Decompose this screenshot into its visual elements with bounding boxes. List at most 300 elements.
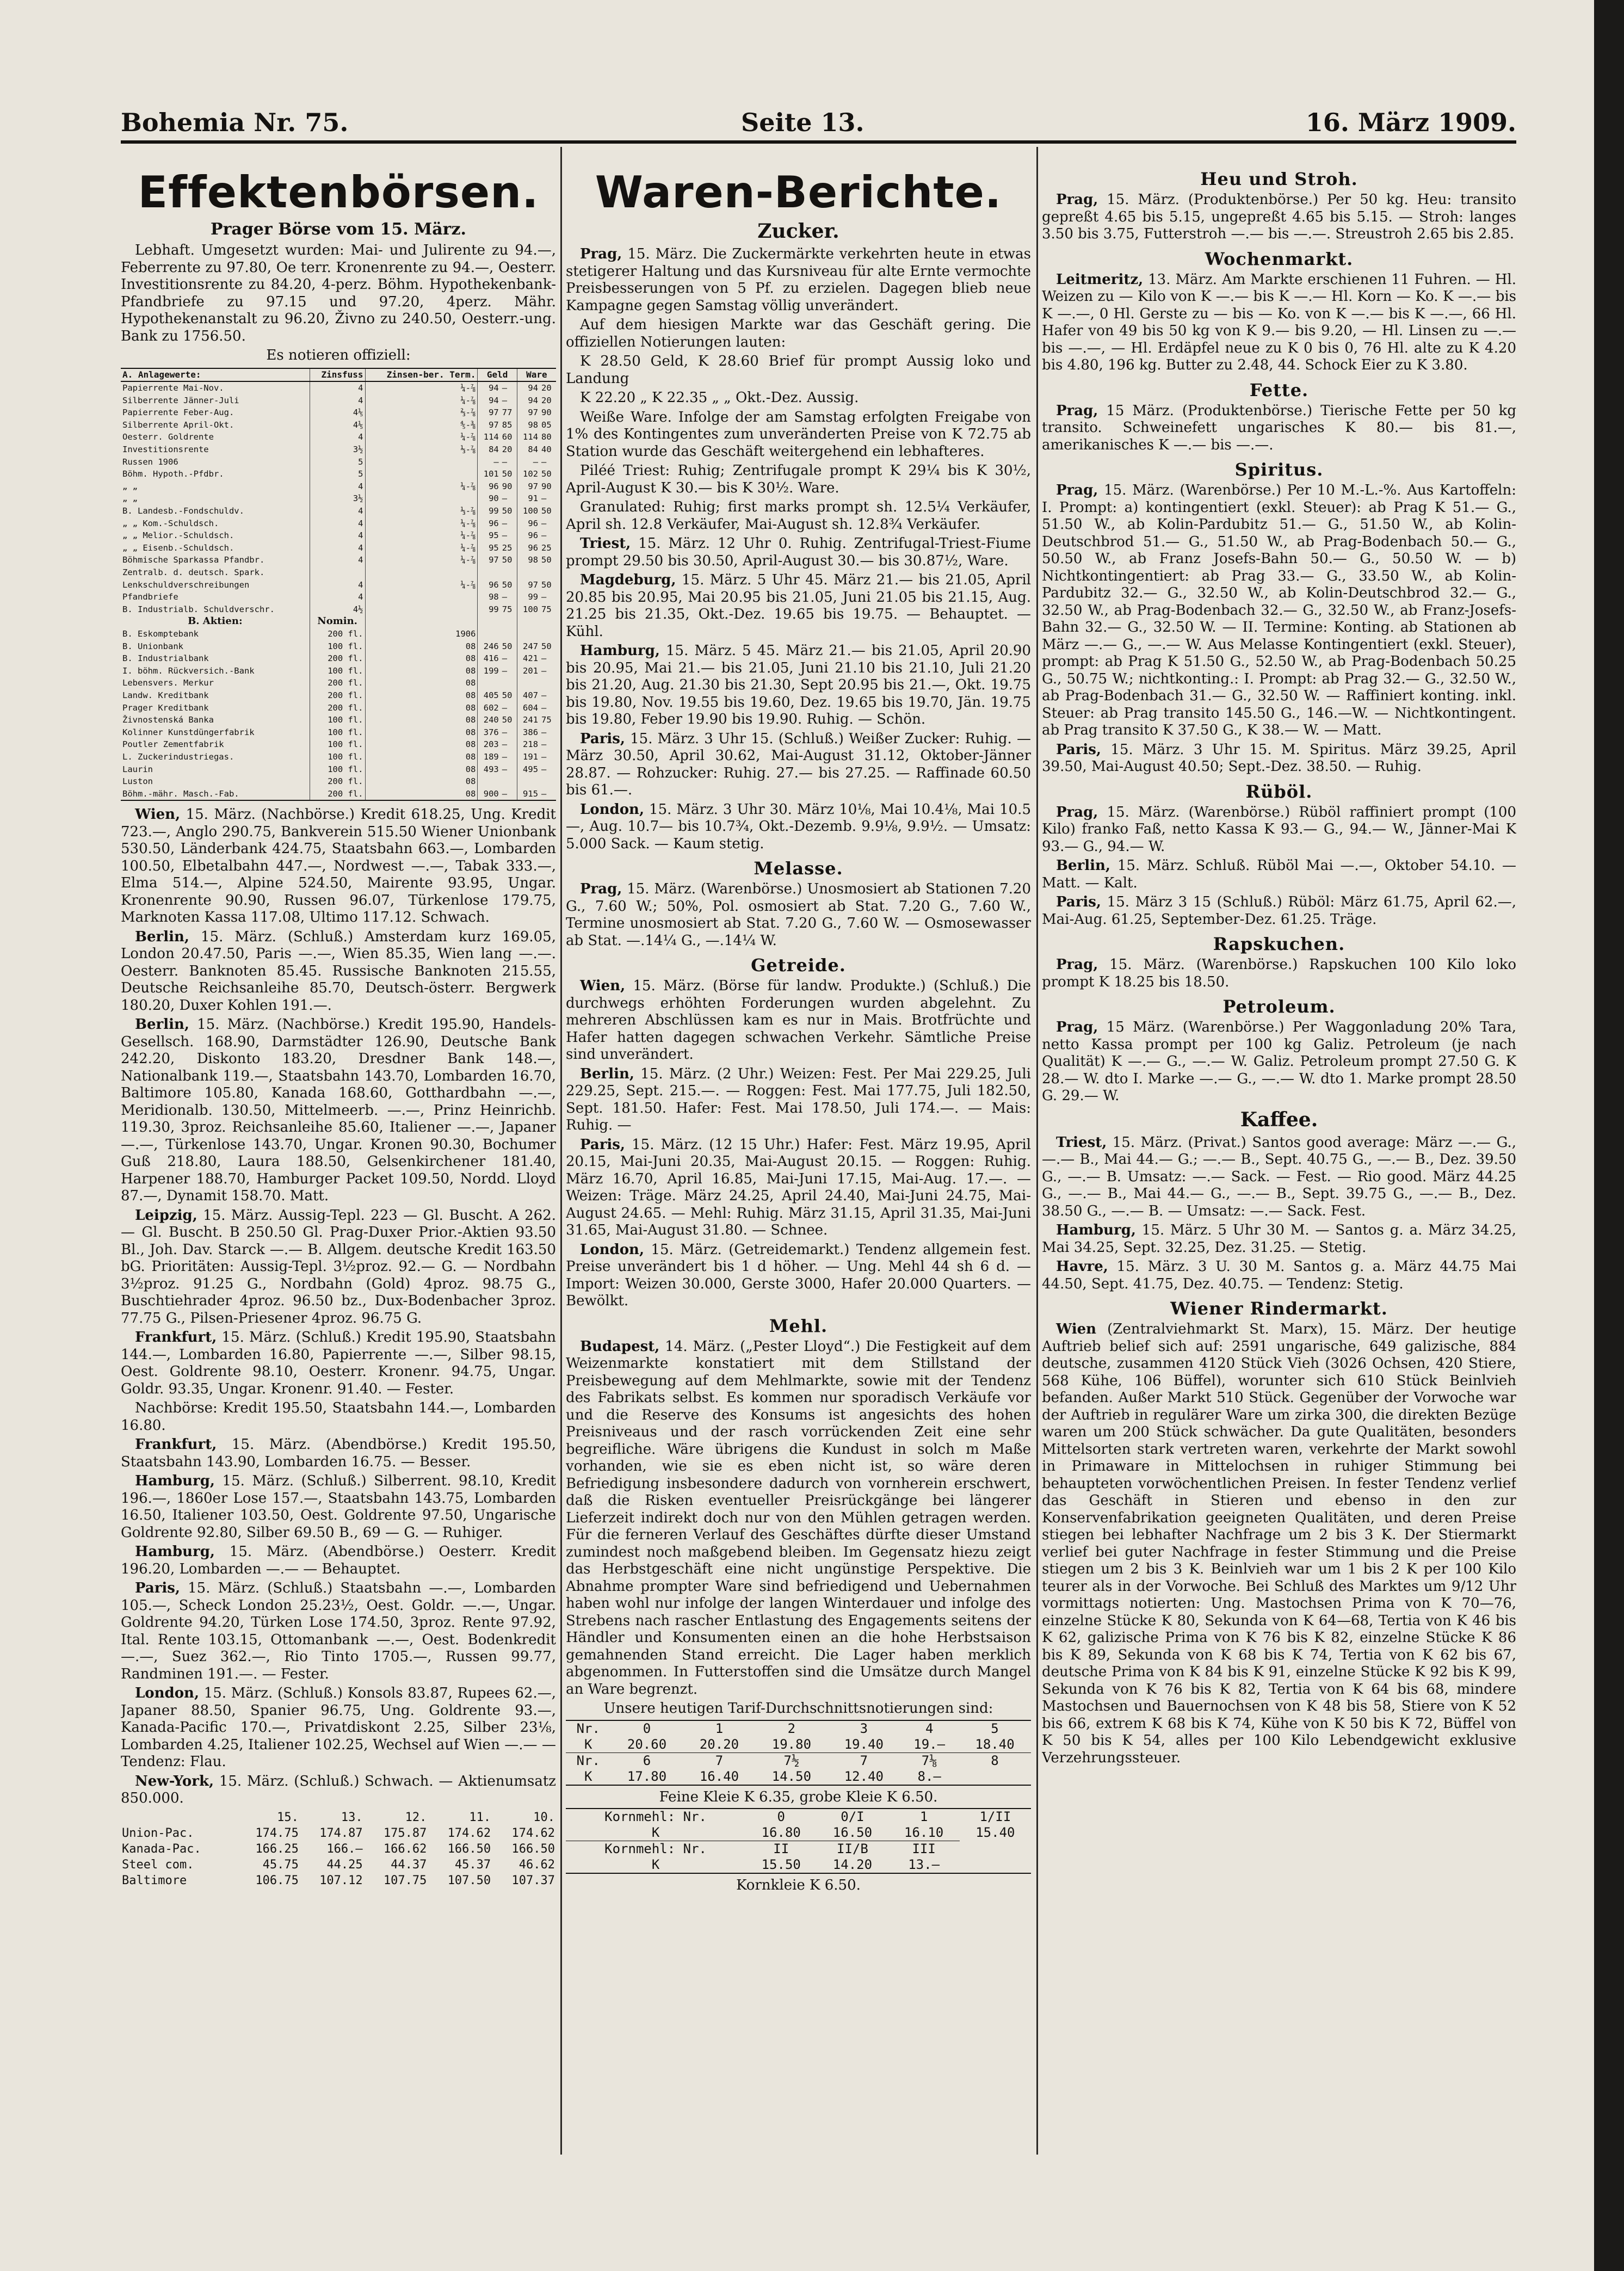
report-text: 15. März. (Börse für landw. Produkte.) (Schluß.) Die durchwegs erhöhten Forderungen wurden abgelehnt. Zu mehreren Abschlüssen kam es nur in Mais. Brotfrüchte und Hafer hatten dagegen schwachen Verkehr. Sämtliche Preise sind unverändert. [566, 978, 1031, 1063]
stock-cell [517, 775, 540, 788]
tariff-row [566, 1720, 1031, 1737]
stock-row [121, 603, 556, 616]
stock-cell: Prager Kreditbank [122, 702, 209, 713]
col-head-termin: Zinsen-ber. Term. [365, 368, 478, 382]
page-header [121, 108, 1516, 138]
kornmehl-cell: II [745, 1841, 817, 1857]
stock-cell [478, 566, 501, 579]
stock-cell: 84 [478, 443, 501, 456]
report-place: Paris, [1056, 894, 1101, 910]
stock-cell: 85 [502, 419, 512, 430]
page-number: Seite 13. [741, 108, 865, 137]
market-report [566, 1242, 1031, 1310]
stock-cell: 08 [365, 751, 478, 763]
stock-cell: 08 [365, 677, 478, 689]
stock-cell [365, 591, 478, 603]
stock-row [121, 517, 556, 530]
stock-cell: 50 [541, 555, 552, 565]
stock-cell: 602 [478, 702, 501, 714]
stock-cell: Poutler Zementfabrik [122, 739, 224, 750]
ny-cell: 46.62 [518, 1857, 555, 1872]
report-text: 15. März. 3 Uhr 30. März 10⅛, Mai 10.4⅛, Mai 10.5—, Aug. 10.7— bis 10.7¾, Okt.-Dezemb. 9.9⅛, 9.9½. — Umsatz: 5.000 Sack. — Kaum stetig. [566, 801, 1031, 852]
stock-cell: 96 [478, 480, 501, 493]
stock-cell: ¼-⅞ [365, 517, 478, 530]
stock-cell: — [502, 739, 508, 750]
stock-cell: 200 fl. [310, 788, 365, 801]
stock-cell: — [502, 653, 508, 664]
stock-cell: Zentralb. d. deutsch. Spark. [122, 567, 265, 577]
report-text: K 22.20 „ K 22.35 „ „ Okt.-Dez. Aussig. [580, 390, 859, 406]
stock-cell: ¼-⅞ [365, 542, 478, 554]
ny-cell: 44.37 [391, 1857, 427, 1872]
stock-cell: 4 [310, 505, 365, 517]
report-place: Paris, [580, 730, 625, 747]
report-place: Berlin, [1056, 857, 1110, 874]
stock-cell: 08 [365, 788, 478, 801]
stock-cell: ¼-⅞ [365, 431, 478, 443]
kaffee-reports [1042, 1134, 1516, 1293]
stock-cell: B. Unionbank [122, 641, 183, 651]
col-head-zins: Zinsfuss [310, 368, 365, 382]
market-report [121, 1773, 556, 1807]
tariff-intro: Unsere heutigen Tarif-Durchschnittsnotierungen sind: [603, 1700, 993, 1717]
stock-cell [540, 628, 556, 640]
kornmehl-cell: 1/II [979, 1809, 1011, 1824]
column-divider [560, 147, 562, 2155]
stock-cell: 102 [517, 468, 540, 480]
stock-cell: B. Eskomptebank [122, 628, 199, 639]
tariff-cell: 7 [683, 1752, 756, 1769]
stock-cell: ⅓-⅞ [365, 505, 478, 517]
stock-cell: 94 [478, 381, 501, 394]
stock-cell: Oesterr. Goldrente [122, 432, 214, 442]
stock-cell: 05 [541, 419, 552, 430]
stock-row [121, 689, 556, 702]
stock-cell: 4 [310, 517, 365, 530]
stock-row [121, 628, 556, 640]
stock-cell [365, 456, 478, 468]
stock-cell: 94 [517, 394, 540, 407]
stock-cell: 20 [541, 383, 552, 393]
stock-cell: 247 [517, 640, 540, 653]
stock-cell: 80 [541, 432, 552, 442]
report-text: 15. März. 5 Uhr 45. März 21.— bis 21.05, April 20.85 bis 20.95, Mai 20.95 bis 21.05, Juni 21.05 bis 21.15, Aug. 21.25 bis 21.35, Okt.-Dez. 19.65 bis 19.75. — Behauptet. — Kühl. [566, 572, 1031, 640]
stock-cell: Landw. Kreditbank [122, 690, 209, 700]
ny-cell: 12. [405, 1810, 427, 1824]
report-place: Paris, [135, 1580, 180, 1597]
stock-row [121, 665, 556, 677]
stock-cell: Lenkschuldverschreibungen [122, 579, 250, 590]
kornmehl-cell: K [651, 1857, 660, 1872]
stock-row [121, 751, 556, 763]
tariff-row [566, 1752, 1031, 1769]
stock-cell: — [502, 530, 508, 541]
report-place: Hamburg, [1056, 1222, 1136, 1238]
market-report [121, 1400, 556, 1434]
zucker-title: Zucker. [757, 220, 839, 243]
boersen-reports [121, 806, 556, 1807]
stock-cell: 246 [478, 640, 501, 653]
market-report [121, 1436, 556, 1471]
stock-cell: 114 [478, 431, 501, 443]
stock-cell: 915 [517, 788, 540, 801]
stock-cell: Kolinner Kunstdüngerfabrik [122, 727, 255, 737]
stock-cell: 95 [478, 542, 501, 554]
stock-cell: 50 [502, 690, 512, 700]
stock-cell [540, 677, 556, 689]
tariff-cell: K [584, 1736, 592, 1752]
stock-cell: „ „ [122, 481, 138, 491]
stock-cell: 199 [478, 665, 501, 677]
stock-cell: — [517, 456, 540, 468]
stock-cell: 3½ [310, 492, 365, 505]
stock-cell: 08 [365, 738, 478, 751]
report-place: Frankfurt, [135, 1436, 217, 1453]
aktien-rows [121, 628, 556, 800]
stock-cell: „ „ Eisenb.-Schuldsch. [122, 542, 234, 553]
stock-row [121, 480, 556, 493]
stock-cell: 90 [478, 492, 501, 505]
ny-row [121, 1810, 556, 1825]
report-place: Hamburg, [580, 643, 660, 659]
tariff-cell: 20.60 [627, 1736, 667, 1752]
stock-cell: „ „ Melior.-Schuldsch. [122, 530, 234, 541]
stock-row [121, 702, 556, 714]
stock-cell: — [541, 751, 547, 762]
stock-cell: 200 fl. [310, 702, 365, 714]
stock-cell: 4⅕ [310, 406, 365, 419]
stock-row [121, 677, 556, 689]
stock-cell: 96 [478, 517, 501, 530]
stock-cell: 200 fl. [310, 628, 365, 640]
stock-cell: — [502, 518, 508, 528]
kornmehl-cell: 1 [919, 1809, 928, 1824]
stock-cell: — [502, 665, 508, 676]
ny-cell: 166.50 [447, 1842, 491, 1856]
kornmehl-cell: 15.50 [761, 1857, 801, 1872]
report-place: Frankfurt, [135, 1329, 217, 1346]
stock-cell: Silberrente Jänner-Juli [122, 395, 239, 405]
stock-cell: 08 [365, 640, 478, 653]
stock-cell: Papierrente Feber-Aug. [122, 408, 234, 418]
stock-cell: 100 fl. [310, 738, 365, 751]
ny-row [121, 1841, 556, 1857]
ny-cell: Steel com. [122, 1857, 194, 1872]
report-place: Berlin, [135, 1016, 189, 1033]
stock-row [121, 579, 556, 591]
stock-row [121, 381, 556, 394]
stock-cell: 4 [310, 480, 365, 493]
stock-cell: 08 [365, 726, 478, 739]
column-divider [1036, 147, 1038, 2155]
market-report [566, 462, 1031, 497]
market-report [1042, 1258, 1516, 1293]
stock-row [121, 529, 556, 542]
stock-cell: ¼-⅞ [365, 394, 478, 407]
stock-cell [501, 566, 517, 579]
report-place: London, [580, 1241, 645, 1258]
report-text: 15. März. 5 45. März 21.— bis 21.05, April 20.90 bis 20.95, Mai 21.— bis 21.05, Juni 21.10 bis 21.10, Juli 21.20 bis 21.20, Aug. 21.30 bis 21.30, Sept 20.95 bis 21.—, Okt. 19.75 bis 19.80, Nov. 19.55 bis 19.60, Dez. 19.65 bis 19.70, Jän. 19.75 bis 19.80, Feber 19.90 bis 19.90. Ruhig. — Schön. [566, 643, 1031, 727]
stock-row [121, 505, 556, 517]
stock-cell: 1906 [365, 628, 478, 640]
stock-cell: 4⅕ [310, 419, 365, 431]
anlage-rows [121, 381, 556, 615]
stock-cell: 97 [517, 406, 540, 419]
stock-cell: B. Industrialbank [122, 653, 209, 664]
stock-row [121, 468, 556, 480]
stock-cell: ⅘-⅜ [365, 419, 478, 431]
market-report [566, 499, 1031, 533]
stock-cell: „ „ Kom.-Schuldsch. [122, 518, 219, 528]
stock-cell: Investitionsrente [122, 445, 209, 455]
stock-cell: 97 [478, 554, 501, 566]
stock-cell: ¼-⅞ [365, 381, 478, 394]
stock-cell: 4 [310, 579, 365, 591]
market-report [566, 535, 1031, 570]
market-report [121, 1329, 556, 1398]
stock-cell: 50 [502, 579, 512, 590]
report-text: 15. März. (Abendbörse.) Kredit 195.50, Staatsbahn 143.90, Lombarden 16.75. — Besser. [121, 1436, 556, 1470]
aktien-title: B. Aktien: [188, 615, 243, 627]
stock-cell [517, 566, 540, 579]
market-report [566, 246, 1031, 314]
stock-cell: — [478, 456, 501, 468]
stock-cell [540, 566, 556, 579]
kornmehl-cell: 16.50 [832, 1825, 873, 1840]
stock-cell: 50 [541, 506, 552, 516]
stock-cell: — [541, 592, 547, 602]
tariff-cell: K [584, 1768, 592, 1784]
stock-cell: Böhmische Sparkassa Pfandbr. [122, 555, 265, 565]
stock-cell: 3½ [310, 443, 365, 456]
kornmehl-cell: 0/I [841, 1809, 865, 1824]
stock-cell: — [541, 456, 547, 467]
stock-cell: ¼-⅞ [365, 554, 478, 566]
stock-row [121, 738, 556, 751]
report-text: 15. März 3 15 (Schluß.) Rüböl: März 61.75, April 62.—, Mai-Aug. 61.25, September-Dez. 61.25. Träge. [1042, 894, 1516, 928]
stock-cell: 100 fl. [310, 665, 365, 677]
report-text: 15. März. (Schluß.) Silberrent. 98.10, Kredit 196.—, 1860er Lose 157.—, Staatsbahn 143.75, Lombarden 16.50, Italiener 103.50, Oest. Goldrente 97.50, Ungarische Goldrente 92.80, Silber 69.50 B., 69 — G. — Ruhiger. [121, 1473, 556, 1541]
tariff-cell: 17.80 [627, 1768, 667, 1784]
ny-cell: 174.75 [255, 1826, 299, 1840]
ny-cell: Kanada-Pac. [122, 1842, 201, 1856]
stock-cell: 20 [502, 445, 512, 455]
tariff-cell: 19.40 [844, 1736, 884, 1752]
kleie-line: Feine Kleie K 6.35, grobe Kleie K 6.50. [659, 1788, 938, 1805]
stock-cell: 08 [365, 652, 478, 665]
market-report [121, 1544, 556, 1578]
col-head-name: A. Anlagewerte: [121, 368, 310, 382]
market-report [121, 1473, 556, 1541]
stock-cell: 91 [517, 492, 540, 505]
mehl-report: Budapest, 14. März. („Pester Lloyd“.) Die Festigkeit auf dem Weizenmarkte konstatiert mit dem Stillstand der Preisbewegung auf dem Mehlmarkte, sowie mit der Tendenz des Fabrikats selbst. Es kommen nur sporadisch Verkäufe vor und die Reserve des Konsums ist angesichts des hohen Preisniveaus und der rasch vorrückenden Zeit eine sehr begreifliche. Wäre übrigens die Kundust in solch m Maße vorhanden, wie sie es eben nicht ist, so wäre deren Befriedigung insbesondere dadurch von vornherein erschwert, daß die Risken eventueller Preisrückgänge bei längerer Lieferzeit indirekt doch nur von den Mühlen getragen werden. Für die ferneren Verlauf des Geschäftes dürfte dieser Umstand zumindest noch maßgebend bleiben. Im Gegensatz hiezu zeigt das Herbstgeschäft eine nicht ungünstige Perspektive. Die Abnahme prompter Ware sind befriedigend und Uebernahmen haben wohl nur infolge der langen Winterdauer und infolge des Strebens nach rascher Entlastung des Engagements seitens der Händler und Konsumenten einen an die hohe Herbstsaison gemahnenden Stand erreicht. Die Lager haben merklich abgenommen. In Futterstoffen sind die Umsätze durch Mangel an Ware begrenzt. [566, 1338, 1031, 1698]
stock-cell: 189 [478, 751, 501, 763]
stock-cell: 101 [478, 468, 501, 480]
stock-cell: 405 [478, 689, 501, 702]
kornkleie-line: Kornkleie K 6.50. [736, 1877, 861, 1893]
stock-cell: Böhm.-mähr. Masch.-Fab. [122, 788, 239, 799]
stock-cell: 20 [541, 395, 552, 405]
ny-cell: 106.75 [255, 1873, 299, 1887]
petroleum-title: Petroleum. [1222, 996, 1336, 1017]
col-head-geld: Geld [478, 368, 517, 382]
report-place: Triest, [1056, 1134, 1107, 1151]
stock-cell [478, 628, 501, 640]
market-report [1042, 1134, 1516, 1220]
tariff-cell: 1 [715, 1720, 724, 1736]
stock-cell: — [541, 530, 547, 541]
kornmehl-cell: Kornmehl: Nr. [566, 1841, 745, 1857]
stock-cell: Luston [122, 776, 153, 787]
market-report [566, 317, 1031, 351]
stock-cell: 50 [502, 715, 512, 725]
stock-cell: — [502, 764, 508, 774]
rindermarkt-report: Wien (Zentralviehmarkt St. Marx), 15. März. Der heutige Auftrieb belief sich auf: 2591 ungarische, 649 galizische, 884 deutsche, zusammen 4120 Stück Vieh (3026 Ochsen, 420 Stiere, 568 Kühe, 106 Büffel), worunter sich 610 Stück Beinlvieh befanden. Außer Markt 510 Stück. Gegenüber der Vorwoche war der Auftrieb in regulärer Ware um zirka 300, die direkten Bezüge waren um 200 Stück schwächer. Da gute Qualitäten, besonders Mittelsorten stark vertreten waren, verkehrte der Markt sowohl in Primaware in Mittelochsen in ruhiger Stimmung bei behaupteten vorwöchentlichen Preisen. In fester Tendenz verlief das Geschäft in Stieren und ebenso in den zur Konservenfabrikation geeigneten Qualitäten, und deren Preise stiegen bei lebhafter Nachfrage um 2 bis 3 K. Der Stiermarkt verlief bei guter Nachfrage in fester Stimmung und die Preise stiegen um 2 bis 3 K. Beinlvieh war um 1 bis 2 K per 100 Kilo teurer als in der Vorwoche. Bei Schluß des Marktes um 9/12 Uhr vormittags notierten: Ung. Mastochsen Prima von K 70—76, einzelne Stücke K 80, Sekunda von K 64—68, Tertia von K 46 bis K 62, galizische Prima von K 76 bis K 82, einzelne Stücke K 86 bis K 89, Sekunda von K 68 bis K 74, Tertia von K 62 bis 67, deutsche Prima von K 84 bis K 91, einzelne Stücke K 92 bis K 99, Sekunda von K 76 bis K 82, Tertia von K 64 bis 68, mindere Mastochsen und Bauernochsen von K 48 bis 58, Stiere von K 52 bis 66, extrem K 68 bis K 74, Kühe von K 50 bis K 72, Büffel von K 50 bis K 54, alles per 100 Kilo Lebendgewicht exklusive Verzehrungssteuer. [1042, 1321, 1516, 1766]
ny-cell [121, 1810, 236, 1825]
stock-cell: ¼-⅞ [365, 579, 478, 591]
stock-cell: — [502, 751, 508, 762]
stock-cell: Pfandbriefe [122, 592, 178, 602]
stock-cell [365, 566, 478, 579]
stock-row [121, 726, 556, 739]
stock-cell: 100 [517, 505, 540, 517]
tariff-cell: 5 [991, 1720, 999, 1736]
stock-cell: 25 [541, 542, 552, 553]
report-place: Prag, [1056, 804, 1098, 820]
stock-cell: 08 [365, 665, 478, 677]
stock-cell [365, 468, 478, 480]
stock-row [121, 456, 556, 468]
stock-cell: 97 [478, 419, 501, 431]
stock-cell: 200 fl. [310, 775, 365, 788]
tariff-cell: 16.40 [699, 1768, 739, 1784]
report-place: Magdeburg, [580, 572, 676, 588]
stock-cell [501, 628, 517, 640]
report-text: Nachbörse: Kredit 195.50, Staatsbahn 144.—, Lombarden 16.80. [121, 1400, 556, 1434]
stock-cell: 200 fl. [310, 689, 365, 702]
stock-cell: 77 [502, 408, 512, 418]
kornmehl-cell: 16.80 [761, 1825, 801, 1840]
report-text: 15. März. Die Zuckermärkte verkehrten heute in etwas stetigerer Haltung und das Kursniveau für alte Ernte vermochte Preisbesserungen von 5 Pf. zu erzielen. Dagegen blieb neue Kampagne gegen Samstag völlig unverändert. [566, 246, 1031, 314]
stock-cell: 40 [541, 445, 552, 455]
report-place: Hamburg, [135, 1544, 215, 1560]
stock-cell: — [541, 727, 547, 737]
market-report [1042, 894, 1516, 928]
tariff-cell: Nr. [576, 1720, 600, 1736]
market-report [566, 643, 1031, 729]
stock-row [121, 406, 556, 419]
kornmehl-cell: 0 [777, 1809, 785, 1824]
col-head-ware: Ware [517, 368, 556, 382]
report-text: 15. März. (2 Uhr.) Weizen: Fest. Per Mai 229.25, Juli 229.25, Sept. 215.—. — Roggen: Fest. Mai 177.75, Juli 182.50, Sept. 181.50. Hafer: Fest. Mai 178.50, Juli 174.—. — Mais: Ruhig. — [566, 1065, 1031, 1133]
stock-cell: 90 [502, 481, 512, 491]
market-report [121, 1685, 556, 1771]
ny-cell: 166.— [326, 1842, 363, 1856]
issue-number: Bohemia Nr. 75. [121, 108, 349, 137]
stock-cell: 98 [478, 591, 501, 603]
stock-row [121, 443, 556, 456]
prager-boerse-title: Prager Börse vom 15. März. [211, 220, 466, 239]
stock-cell: Böhm. Hypoth.-Pfdbr. [122, 469, 224, 479]
ny-cell: 107.50 [447, 1873, 491, 1887]
stock-row [121, 640, 556, 653]
market-report [121, 929, 556, 1015]
stock-cell: — [541, 702, 547, 713]
stock-cell: 90 [541, 481, 552, 491]
stock-row [121, 652, 556, 665]
report-text: Weiße Ware. Infolge der am Samstag erfolgten Freigabe von 1% des Kontingentes zum unveränderten Preise von K 72.75 ab Station wurde das Geschäft weitergehend ein lebhafteres. [566, 409, 1031, 460]
stock-cell: Živnostenská Banka [122, 715, 214, 725]
stock-row [121, 788, 556, 801]
ny-cell: 107.37 [511, 1873, 555, 1887]
report-text: 15. März. 12 Uhr 0. Ruhig. Zentrifugal-Triest-Fiume prompt 29.50 bis 30.50, April-August 30.— bis 30.87½, Ware. [566, 535, 1031, 569]
market-report [121, 1207, 556, 1328]
stock-cell: 114 [517, 431, 540, 443]
ny-cell: 166.25 [255, 1842, 299, 1856]
kornmehl-cell: 15.40 [975, 1825, 1015, 1841]
stock-cell: 191 [517, 751, 540, 763]
stock-cell: 4½ [310, 603, 365, 616]
tariff-cell: 7 [828, 1752, 900, 1769]
report-place: Leipzig, [135, 1207, 197, 1224]
report-place: New-York, [135, 1773, 214, 1789]
stock-cell: 100 fl. [310, 714, 365, 726]
report-text: Piléé Triest: Ruhig; Zentrifugale prompt K 29¼ bis K 30½, April-August K 30.— bis K 30½. Ware. [566, 462, 1031, 496]
stock-row [121, 566, 556, 579]
stock-cell: 100 fl. [310, 751, 365, 763]
stock-cell: — [541, 665, 547, 676]
report-text: 15. März. (Nachbörse.) Kredit 195.90, Handels-Gesellsch. 168.90, Darmstädter 126.90, Deutsche Bank 242.20, Diskonto 183.20, Dresdner Bank 148.—, Nationalbank 119.—, Staatsbahn 143.70, Lombarden 16.70, Baltimore 105.80, Kanada 168.60, Gotthardbahn —.—, Meridionalb. 130.50, Mittelmeerb. —.—, Prinz Heinrichb. 119.30, 3proz. Reichsanleihe 85.60, Italiener —.—, Japaner —.—, Türkenlose 143.70, Ungar. Kronen 90.30, Bochumer Guß 218.80, Laura 188.50, Gelsenkirchener 181.40, Harpener 188.70, Hamburger Packet 109.50, Nordd. Lloyd 87.—, Dynamit 158.70. Matt. [121, 1016, 556, 1205]
notieren-label: Es notieren offiziell: [266, 347, 411, 363]
kornmehl-row-a-price [566, 1825, 1031, 1841]
ny-cell: Baltimore [122, 1873, 187, 1887]
report-text: 15. März. (Schluß.) Staatsbahn —.—, Lombarden 105.—, Scheck London 25.23½, Oest. Goldr. —.—, Ungar. Goldrente 94.20, Türken Lose 174.50, 3proz. Rente 97.92, Ital. Rente 103.15, Ottomanbank —.—, Oest. Bodenkredit —.—, Suez 362.—, Rio Tinto 1705.—, Russen 99.77, Randminen 191.—. — Fester. [121, 1580, 556, 1682]
stock-cell: — [502, 395, 508, 405]
kornmehl-cell: Kornmehl: Nr. [604, 1809, 707, 1824]
ny-cell: 45.75 [262, 1857, 299, 1872]
market-report [566, 572, 1031, 640]
stock-cell: 5 [310, 456, 365, 468]
tariff-cell: 14.50 [771, 1768, 812, 1784]
report-text: 15. März. 5 Uhr 30 M. — Santos g. a. März 34.25, Mai 34.25, Sept. 32.25, Dez. 31.25. — Stetig. [1042, 1222, 1516, 1256]
stock-cell: 4 [310, 431, 365, 443]
stock-cell: 100 [517, 603, 540, 616]
stock-cell: 4 [310, 554, 365, 566]
ruboel-reports [1042, 804, 1516, 929]
report-place: Paris, [580, 1136, 625, 1153]
stock-cell: I. böhm. Rückversich.-Bank [122, 665, 255, 676]
report-text: 15. März. (Abendbörse.) Oesterr. Kredit 196.20, Lombarden —.— — Behauptet. [121, 1544, 556, 1577]
market-report [566, 731, 1031, 799]
stock-cell: 4 [310, 529, 365, 542]
tariff-cell: 0 [643, 1720, 651, 1736]
report-text: Granulated: Ruhig; first marks prompt sh. 12.5¼ Verkäufer, April sh. 12.8 Verkäufer, Mai-August sh. 12.8¾ Verkäufer. [566, 499, 1031, 533]
aktien-nomin-head: Nomin. [310, 615, 365, 628]
ny-cell: 10. [533, 1810, 555, 1824]
stock-cell: 50 [502, 641, 512, 651]
stock-cell: 96 [478, 579, 501, 591]
stock-row [121, 492, 556, 505]
stock-cell: 386 [517, 726, 540, 739]
stock-cell [540, 775, 556, 788]
stock-cell: — [541, 690, 547, 700]
ny-cell: 175.87 [383, 1826, 427, 1840]
rindermarkt-title: Wiener Rindermarkt. [1170, 1298, 1388, 1319]
ruboel-title: Rüböl. [1245, 781, 1313, 802]
kornmehl-cell: 16.10 [904, 1825, 944, 1840]
stock-cell: 50 [541, 641, 552, 651]
petroleum-report: Prag, 15 März. (Warenbörse.) Per Waggonladung 20% Tara, netto Kassa prompt per 100 kg Galiz. Petroleum (je nach Qualität) K —.— G., —.— W. Galiz. Petroleum prompt 27.50 G. K 28.— W. dto I. Marke —.— G., —.— W. dto 1. Marke prompt 28.50 G. 29.— W. [1042, 1019, 1516, 1104]
